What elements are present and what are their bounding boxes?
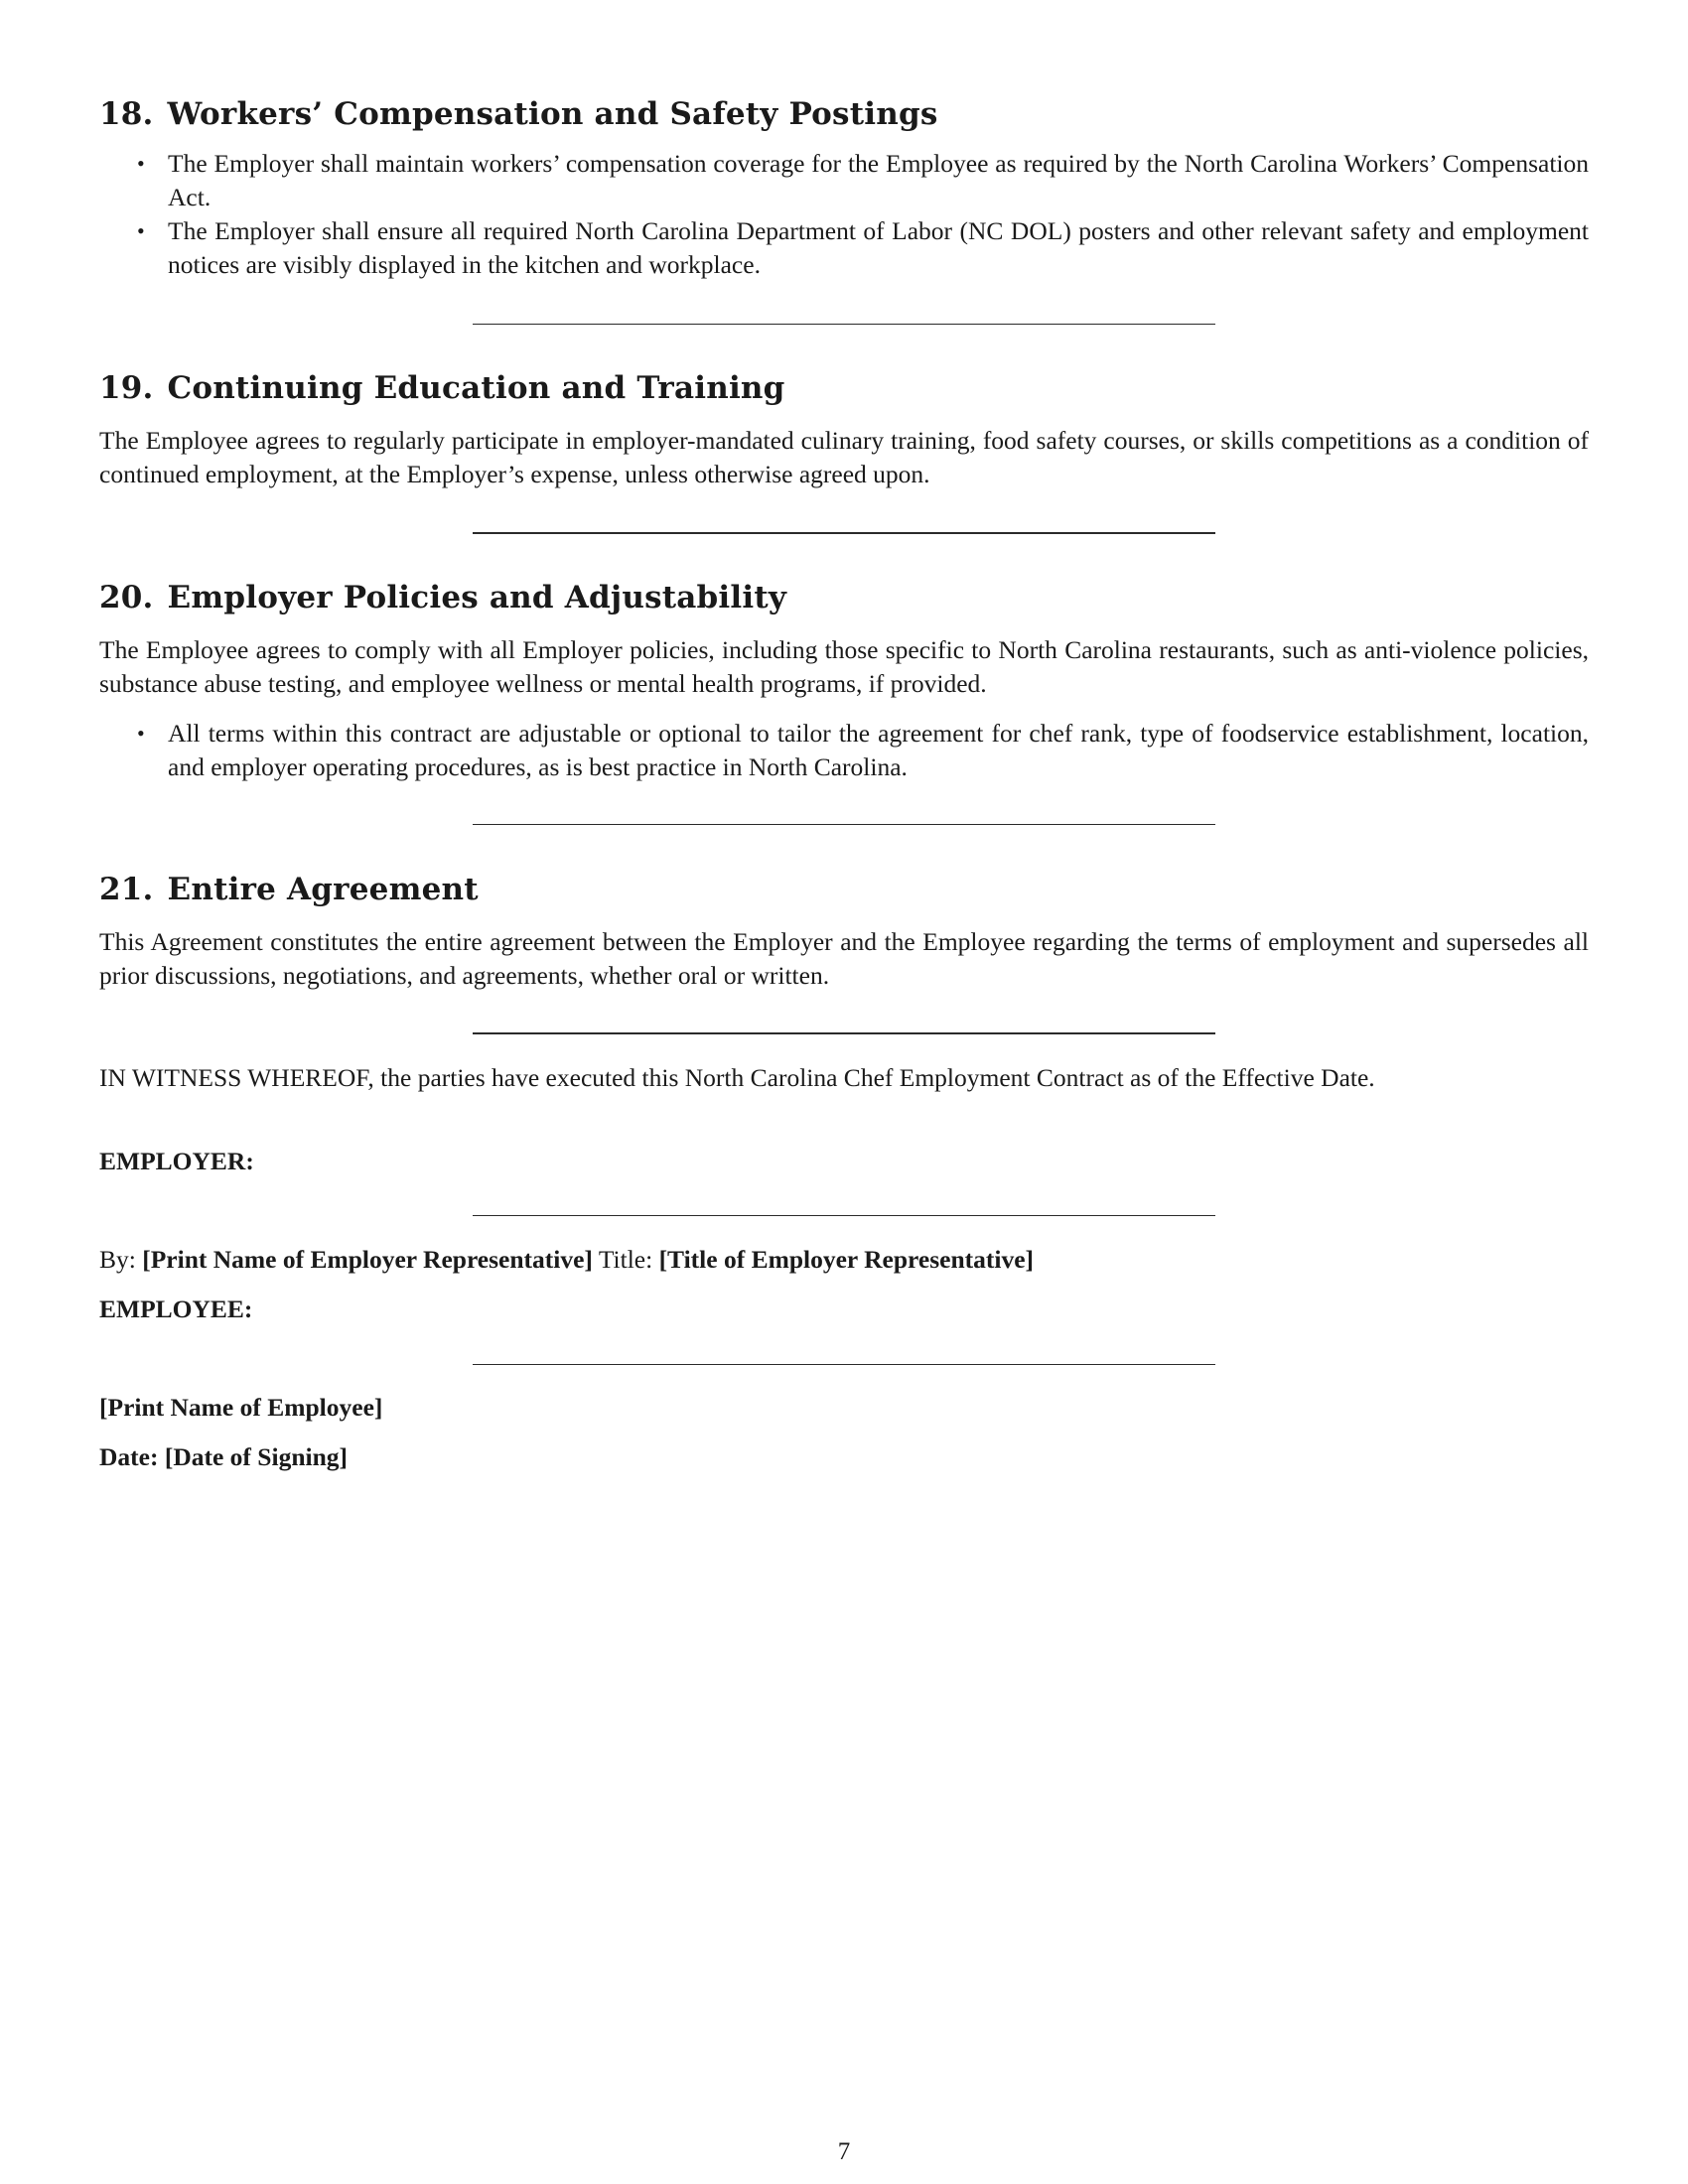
section-21-heading (99, 872, 479, 907)
section-number: 21. (99, 872, 154, 907)
section-divider (473, 324, 1215, 325)
section-19-heading (99, 370, 785, 406)
section-20-bullets (99, 717, 1589, 784)
section-title: Entire Agreement (167, 872, 479, 907)
employer-signature-line (473, 1215, 1215, 1216)
section-21-text: This Agreement constitutes the entire agreement between the Employer and the Employee regarding the terms of employment and supersedes all prior discussions, negotiations, and agreements, whether oral or written. (99, 927, 1589, 990)
date-value: [Date of Signing] (164, 1442, 349, 1471)
section-20-text: The Employee agrees to comply with all Employer policies, including those specific to North Carolina restaurants, such as anti-violence policies, substance abuse testing, and employee wellness or mental health programs, if provided. (99, 635, 1589, 698)
section-18-bullets (99, 147, 1589, 282)
section-title: Employer Policies and Adjustability (167, 580, 787, 615)
list-item: • All terms within this contract are adjustable or optional to tailor the agreement for chef rank, type of foodservice establishment, location, and employer operating procedures, as is best practice in North Carolina. (137, 719, 1589, 781)
signing-date (99, 1440, 348, 1474)
page-number: 7 (837, 2138, 851, 2165)
section-title: Workers’ Compensation and Safety Postings (167, 96, 938, 132)
employer-rep-title: [Title of Employer Representative] (658, 1245, 1035, 1274)
employee-signature-line (473, 1364, 1215, 1365)
employer-rep-name: [Print Name of Employer Representative] (142, 1245, 593, 1274)
section-divider (473, 1032, 1215, 1034)
section-title: Continuing Education and Training (167, 370, 785, 406)
section-number: 20. (99, 580, 154, 615)
by-label: By: (99, 1245, 136, 1274)
bullet-icon: • (137, 721, 145, 746)
employer-representative-line (99, 1243, 1034, 1277)
bullet-icon: • (137, 218, 145, 243)
section-20-heading (99, 580, 786, 615)
section-number: 18. (99, 96, 154, 132)
witness-statement: IN WITNESS WHEREOF, the parties have executed this North Carolina Chef Employment Contract as of the Effective Date. (99, 1063, 1375, 1092)
date-label: Date: (99, 1442, 159, 1471)
section-divider (473, 824, 1215, 825)
section-divider (473, 532, 1215, 534)
section-number: 19. (99, 370, 154, 406)
bullet-icon: • (137, 151, 145, 176)
employee-label: EMPLOYEE: (99, 1295, 253, 1323)
employer-label: EMPLOYER: (99, 1147, 254, 1175)
list-item: • The Employer shall maintain workers’ compensation coverage for the Employee as required by the North Carolina Workers’ Compensation Act. (137, 149, 1589, 211)
section-18-heading (99, 96, 937, 132)
employee-name: [Print Name of Employee] (99, 1393, 383, 1422)
title-label: Title: (598, 1245, 653, 1274)
section-19-text: The Employee agrees to regularly participate in employer-mandated culinary training, food safety courses, or skills competitions as a condition of continued employment, at the Employer’s expense, unless otherwise agreed upon. (99, 426, 1589, 488)
list-item: • The Employer shall ensure all required North Carolina Department of Labor (NC DOL) posters and other relevant safety and employment notices are visibly displayed in the kitchen and workplace. (137, 216, 1589, 279)
